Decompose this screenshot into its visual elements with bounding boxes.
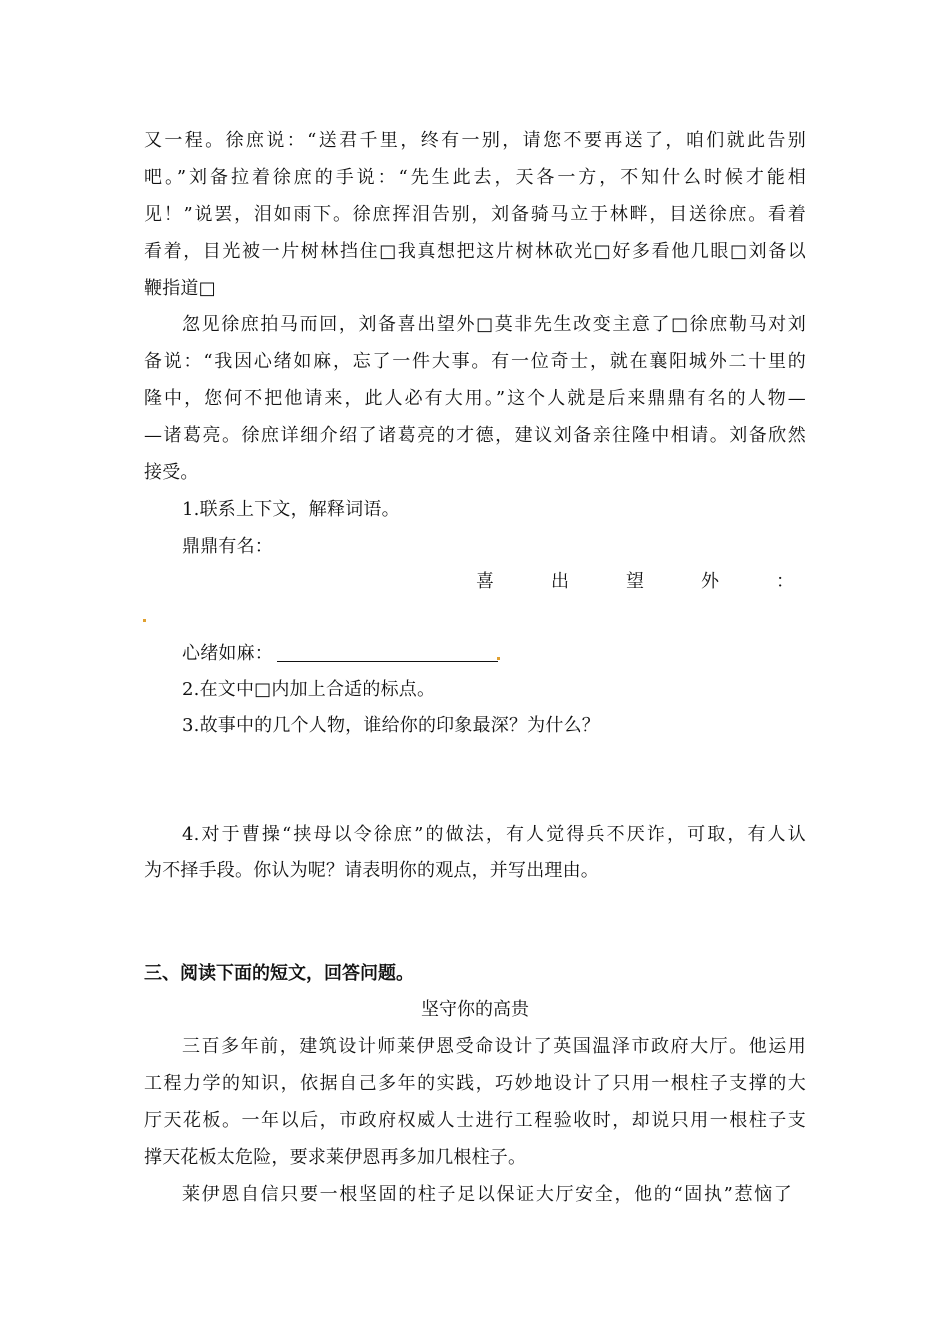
term-char: 望: [626, 571, 644, 592]
article-title: 坚守你的高贵: [421, 999, 529, 1020]
question-1: 1.联系上下文，解释词语。: [182, 499, 400, 520]
question-3: 3.故事中的几个人物，谁给你的印象最深？为什么？: [182, 715, 600, 736]
term-xinxu-ruma: 心绪如麻：: [182, 643, 273, 664]
passage-line: 吧。”刘备拉着徐庶的手说：“先生此去，天各一方，不知什么时候才能相: [144, 167, 806, 188]
term-xichu-wangwai: [476, 571, 794, 593]
article-line: 工程力学的知识，依据自己多年的实践，巧妙地设计了只用一根柱子支撑的大: [144, 1073, 806, 1094]
passage-line: 接受。: [144, 462, 199, 483]
passage-line: 看着，目光被一片树林挡住□我真想把这片树林砍光□好多看他几眼□刘备以: [144, 241, 806, 262]
article-line: 撑天花板太危险，要求莱伊恩再多加几根柱子。: [144, 1147, 527, 1168]
passage-line: 见！”说罢，泪如雨下。徐庶挥泪告别，刘备骑马立于林畔，目送徐庶。看着: [144, 204, 806, 225]
question-4-cont: 为不择手段。你认为呢？请表明你的观点，并写出理由。: [144, 860, 599, 881]
passage-line: 隆中，您何不把他请来，此人必有大用。”这个人就是后来鼎鼎有名的人物—: [144, 388, 806, 409]
edit-mark: [143, 619, 146, 622]
passage-line: —诸葛亮。徐庶详细介绍了诸葛亮的才德，建议刘备亲往隆中相请。刘备欣然: [144, 425, 806, 446]
passage-line: 备说：“我因心绪如麻，忘了一件大事。有一位奇士，就在襄阳城外二十里的: [144, 351, 806, 372]
term-char: ：: [776, 571, 794, 592]
passage-line: 又一程。徐庶说：“送君千里，终有一别，请您不要再送了，咱们就此告别: [144, 130, 806, 151]
passage-line: 忽见徐庶拍马而回，刘备喜出望外□莫非先生改变主意了□徐庶勒马对刘: [182, 314, 806, 335]
passage-line: 鞭指道□: [144, 278, 216, 299]
term-char: 出: [551, 571, 569, 592]
question-2: 2.在文中□内加上合适的标点。: [182, 679, 436, 700]
edit-mark: [497, 657, 500, 660]
article-line: 三百多年前，建筑设计师莱伊恩受命设计了英国温泽市政府大厅。他运用: [182, 1036, 806, 1057]
term-char: 喜: [476, 571, 494, 592]
article-line: 厅天花板。一年以后，市政府权威人士进行工程验收时，却说只用一根柱子支: [144, 1110, 806, 1131]
term-dingding-youming: 鼎鼎有名：: [182, 536, 273, 557]
question-4: 4.对于曹操“挟母以令徐庶”的做法，有人觉得兵不厌诈，可取，有人认: [182, 824, 806, 845]
term-char: 外: [701, 571, 719, 592]
answer-blank-line[interactable]: [277, 661, 498, 662]
article-line: 莱伊恩自信只要一根坚固的柱子足以保证大厅安全，他的“固执”惹恼了: [182, 1184, 792, 1205]
section-heading: 三、阅读下面的短文，回答问题。: [144, 963, 414, 984]
